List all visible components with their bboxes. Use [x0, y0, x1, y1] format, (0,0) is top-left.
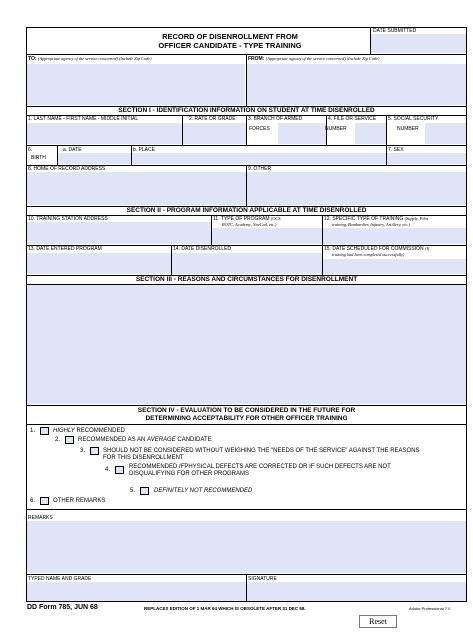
home-address-field[interactable] — [27, 172, 246, 205]
section4-title-line1: SECTION IV - EVALUATION TO BE CONSIDERED IN THE FUTURE FOR — [137, 407, 356, 414]
file-number-label-2: NUMBER — [325, 126, 347, 132]
remarks-field[interactable] — [27, 521, 466, 573]
option4-checkbox[interactable] — [115, 466, 124, 474]
section4-title-line2: DETERMINING ACCEPTABILITY FOR OTHER OFFICER TRAINING — [145, 415, 348, 422]
last-name-label: 1. LAST NAME - FIRST NAME - MIDDLE INITIAL — [28, 116, 139, 122]
section4-title — [26, 407, 467, 423]
commission-date-text: 15. DATE SCHEDULED FOR COMMISSION — [324, 246, 424, 252]
option4-num: 4. — [105, 467, 111, 473]
birth-date-label: a. DATE — [63, 147, 82, 153]
to-label: TO: — [28, 56, 37, 62]
from-address-field[interactable] — [247, 64, 466, 105]
typed-name-label: TYPED NAME AND GRADE — [28, 576, 92, 582]
date-entered-label: 13. DATE ENTERED PROGRAM — [28, 246, 102, 252]
branch-label-2: FORCES — [249, 126, 270, 132]
rate-grade-field[interactable] — [183, 123, 246, 144]
from-hint: (Appropriate agency of the service concerned) (Include Zip Code) — [265, 56, 380, 61]
option1-checkbox[interactable] — [40, 427, 49, 435]
sex-label: 7. SEX — [388, 147, 404, 153]
program-type-hint: (OCS, — [270, 216, 282, 221]
signature-label: SIGNATURE — [248, 576, 277, 582]
option2-emphasis: AVERAGE — [147, 437, 176, 443]
commission-date-field[interactable] — [323, 259, 466, 274]
birth-num-label: 6. — [28, 147, 33, 153]
date-submitted-label: DATE SUBMITTED — [373, 28, 417, 34]
home-address-label: 8. HOME OF RECORD ADDRESS — [28, 166, 106, 172]
date-disenrolled-label: 14. DATE DISENROLLED — [173, 246, 231, 252]
ssn-label: 5. SOCIAL SECURITY — [388, 116, 439, 122]
other-field[interactable] — [247, 172, 466, 205]
training-type-hint-2: training, Bombardier, Infantry, Artillery, etc.) — [332, 222, 410, 227]
commission-date-hint-2: training had been completed successfully) — [332, 252, 405, 257]
to-label-row — [28, 56, 152, 62]
option1-text: RECOMMENDED — [76, 428, 125, 434]
to-address-field[interactable] — [27, 64, 245, 105]
replaces-notice: REPLACES EDITION OF 1 MAR 64 WHICH IS OBSOLETE AFTER 31 DEC 68. — [144, 606, 306, 611]
branch-field[interactable] — [278, 123, 326, 144]
section1-title: SECTION I - IDENTIFICATION INFORMATION ON STUDENT AT TIME DISENROLLED — [118, 107, 375, 114]
program-type-field[interactable] — [212, 228, 322, 244]
software-note: Adobe Professional 7.0 — [409, 606, 451, 611]
birth-label: BIRTH — [31, 155, 46, 161]
rate-grade-label: 2. RATE OR GRADE — [189, 116, 236, 122]
training-station-label: 10. TRAINING STATION ADDRESS — [28, 216, 108, 222]
option2-checkbox[interactable] — [65, 436, 74, 444]
from-label-row — [248, 56, 379, 62]
program-type-text: 11. TYPE OF PROGRAM — [213, 216, 270, 222]
option1-emphasis: HIGHLY — [53, 428, 75, 434]
to-hint: (Appropriate agency of the service concerned) (Include Zip Code) — [37, 56, 152, 61]
branch-label: 3. BRANCH OF ARMED — [248, 116, 303, 122]
option6-label: OTHER REMARKS — [53, 498, 106, 504]
option4-text-pre: RECOMMENDED — [129, 464, 178, 470]
option4-text-post: PHYSICAL DEFECTS ARE CORRECTED OR IF SUCH DEFECTS ARE NOT — [184, 464, 391, 470]
option2-text-pre: RECOMMENDED AS AN — [78, 437, 146, 443]
section2-title: SECTION II - PROGRAM INFORMATION APPLICABLE AT TIME DISENROLLED — [126, 207, 367, 214]
program-type-hint-2: ROTC, Academy, NavCad, etc.) — [222, 222, 277, 227]
option4-label — [129, 464, 391, 471]
form-title-line2: OFFICER CANDIDATE - TYPE TRAINING — [158, 41, 302, 50]
training-type-hint: (Supply, Pilot — [404, 216, 429, 221]
file-number-field[interactable] — [355, 123, 386, 144]
option3-checkbox[interactable] — [90, 447, 99, 455]
birth-place-field[interactable] — [132, 153, 386, 164]
name-field[interactable] — [27, 123, 182, 144]
option4-emphasis: IF — [179, 464, 185, 470]
option6-checkbox[interactable] — [40, 497, 49, 505]
option4-label-2: DISQUALIFYING FOR OTHER PROGRAMS — [129, 471, 250, 477]
form-id: DD Form 785, JUN 68 — [27, 604, 98, 611]
option5-label: DEFINITELY NOT RECOMMENDED — [154, 488, 253, 494]
option1-label — [53, 428, 125, 435]
option6-num: 6. — [30, 498, 36, 504]
option3-label: SHOULD NOT BE CONSIDERED WITHOUT WEIGHING THE "NEEDS OF THE SERVICE" AGAINST THE REASONS — [103, 448, 420, 454]
option2-text-post: CANDIDATE — [177, 437, 212, 443]
sex-field[interactable] — [387, 153, 466, 164]
reset-button[interactable]: Reset — [359, 615, 397, 628]
date-submitted-field[interactable] — [371, 34, 466, 53]
reasons-field[interactable] — [27, 285, 466, 404]
option3-label-2: FOR THIS DISENROLLMENT — [103, 455, 184, 461]
section3-title: SECTION III - REASONS AND CIRCUMSTANCES FOR DISENROLLMENT — [135, 276, 358, 283]
commission-date-hint: (If — [425, 246, 430, 251]
date-disenrolled-field[interactable] — [172, 253, 322, 274]
option5-checkbox[interactable] — [140, 487, 149, 495]
file-number-label: 4. FILE OR SERVICE — [328, 116, 377, 122]
typed-name-field[interactable] — [27, 582, 246, 601]
option5-num: 5. — [130, 488, 136, 494]
form-title-line1: RECORD OF DISENROLLMENT FROM — [162, 32, 298, 41]
training-type-field[interactable] — [323, 228, 466, 244]
option2-num: 2. — [55, 437, 61, 443]
option1-num: 1. — [30, 428, 36, 434]
birth-date-field[interactable] — [58, 153, 131, 164]
form-title — [110, 32, 350, 50]
option3-num: 3. — [80, 448, 86, 454]
other-label: 9. OTHER — [248, 166, 272, 172]
from-label: FROM: — [248, 56, 265, 62]
training-station-field[interactable] — [27, 222, 211, 244]
option2-label — [78, 437, 212, 444]
birth-place-label: b. PLACE — [133, 147, 155, 153]
remarks-label: REMARKS — [28, 515, 53, 521]
date-entered-field[interactable] — [27, 253, 171, 274]
training-type-text: 12. SPECIFIC TYPE OF TRAINING — [324, 216, 404, 222]
ssn-field[interactable] — [425, 123, 466, 144]
signature-field[interactable] — [247, 582, 466, 601]
ssn-label-2: NUMBER — [397, 126, 419, 132]
